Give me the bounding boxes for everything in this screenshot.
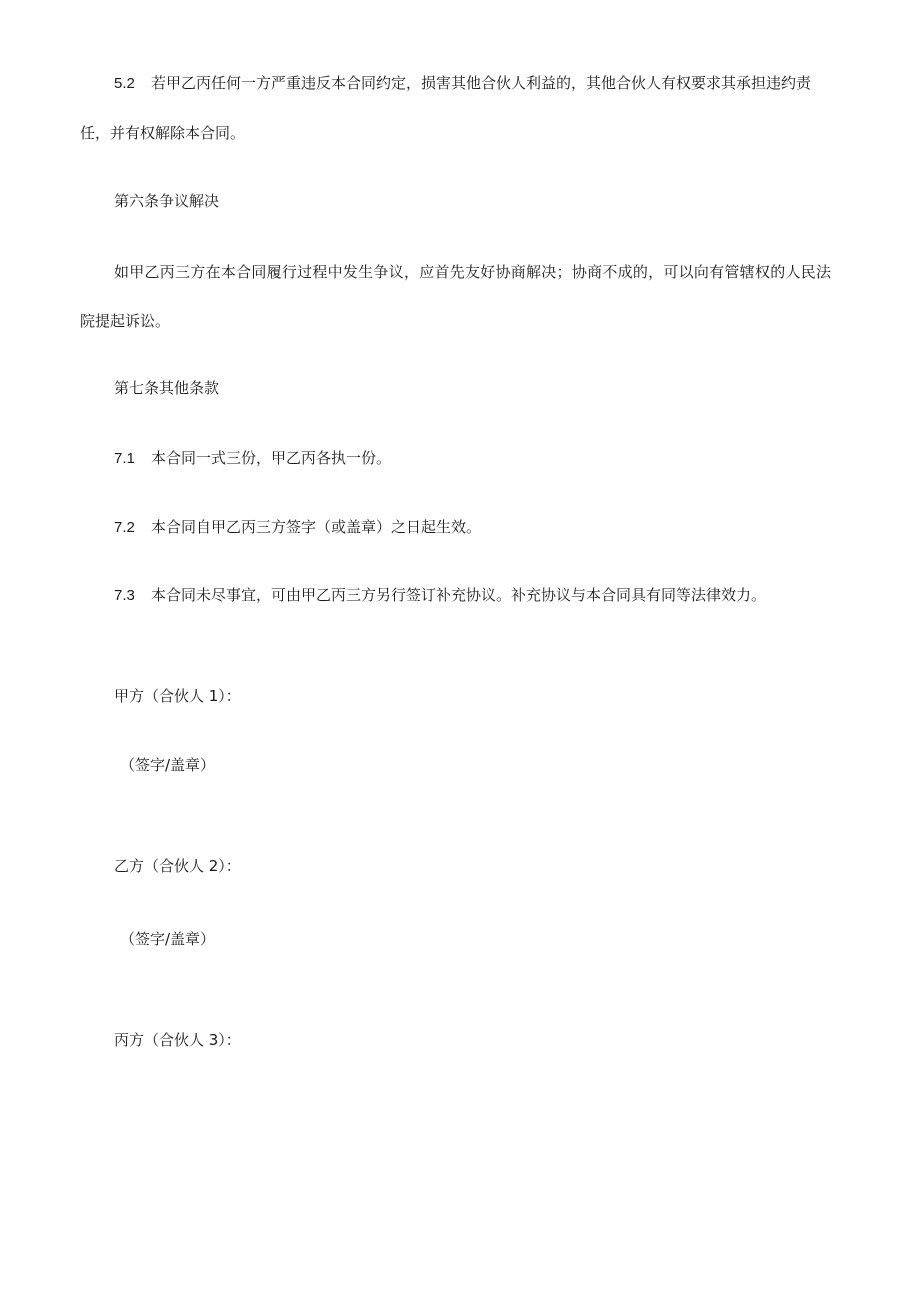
party-b-label: 乙方（合伙人 2）： (114, 857, 241, 875)
article-6-paragraph-continuation: 院提起诉讼。 (80, 312, 171, 330)
clause-7-3 (114, 585, 766, 606)
party-a-label: 甲方（合伙人 1）： (114, 687, 241, 705)
article-7-heading: 第七条其他条款 (114, 379, 220, 397)
clause-text: 本合同一式三份，甲乙丙各执一份。 (151, 449, 392, 467)
clause-7-2 (114, 517, 481, 538)
clause-number: 5.2 (114, 75, 135, 92)
clause-text: 本合同自甲乙丙三方签字（或盖章）之日起生效。 (151, 518, 482, 536)
party-a-sign-hint: （签字/盖章） (120, 756, 216, 774)
clause-5-2-continuation: 任，并有权解除本合同。 (80, 124, 246, 142)
clause-number: 7.2 (114, 519, 135, 536)
clause-number: 7.3 (114, 587, 135, 604)
clause-text: 若甲乙丙任何一方严重违反本合同约定，损害其他合伙人利益的，其他合伙人有权要求其承担违约责 (151, 74, 812, 92)
clause-7-1 (114, 448, 391, 469)
clause-number: 7.1 (114, 450, 135, 467)
clause-text: 本合同未尽事宜，可由甲乙丙三方另行签订补充协议。补充协议与本合同具有同等法律效力。 (151, 586, 767, 604)
article-6-heading: 第六条争议解决 (114, 192, 220, 210)
clause-5-2-first-line (114, 73, 811, 94)
party-b-sign-hint: （签字/盖章） (120, 930, 216, 948)
article-6-paragraph-first-line: 如甲乙丙三方在本合同履行过程中发生争议，应首先友好协商解决；协商不成的，可以向有管辖权的人民法 (114, 263, 831, 281)
party-c-label: 丙方（合伙人 3）： (114, 1031, 241, 1049)
